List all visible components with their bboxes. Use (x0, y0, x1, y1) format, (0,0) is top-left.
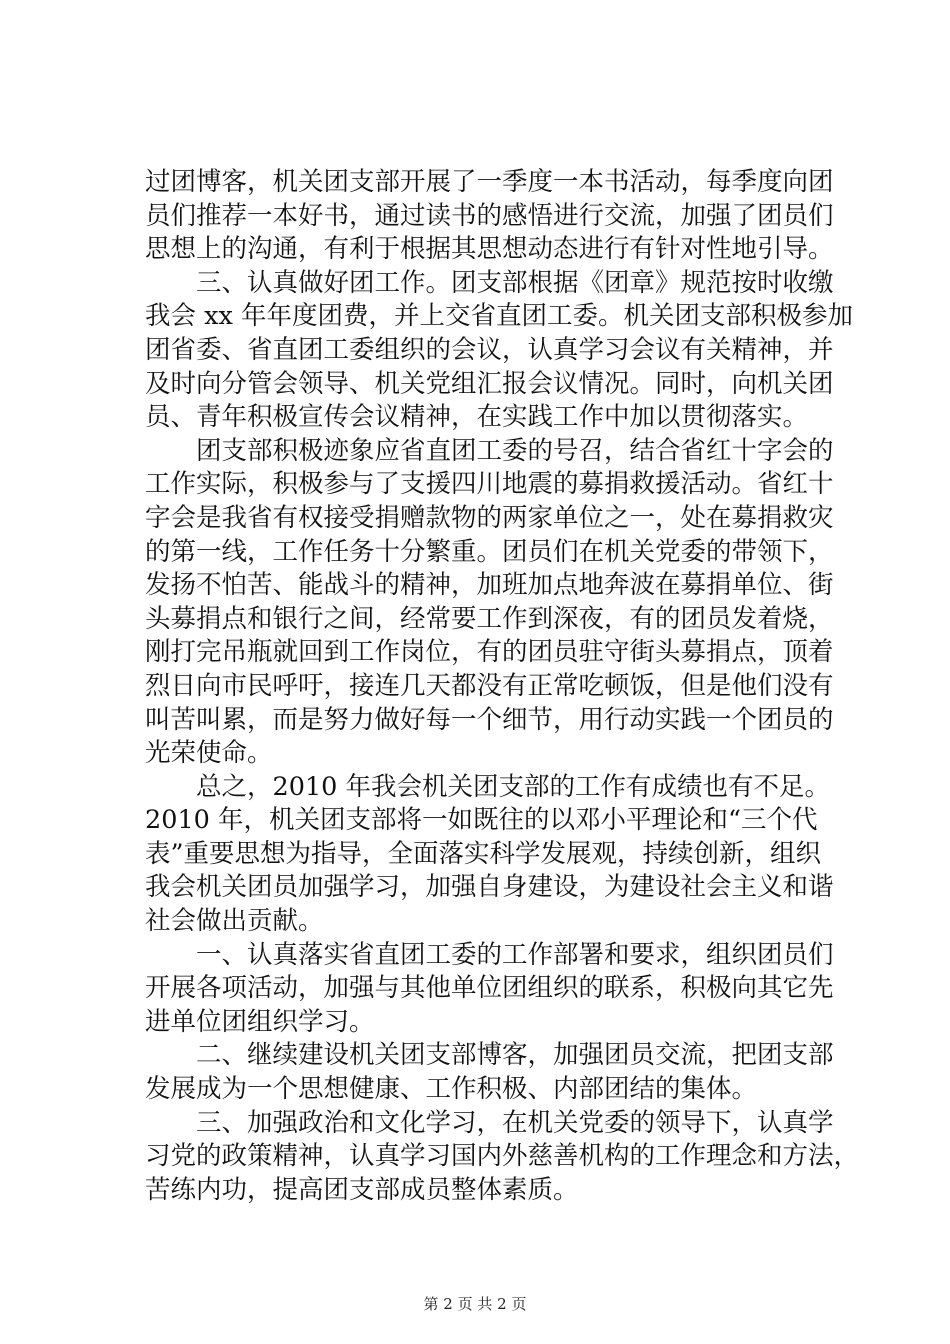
text-line: 表”重要思想为指导，全面落实科学发展观，持续创新，组织 (145, 838, 822, 869)
text-line: 刚打完吊瓶就回到工作岗位，有的团员驻守街头募捐点，顶着 (145, 637, 834, 668)
text-line: 过团博客，机关团支部开展了一季度一本书活动，每季度向团 (145, 167, 834, 197)
text-line: 工作实际，积极参与了支援四川地震的募捐救援活动。省红十 (145, 469, 834, 500)
text-line: 员们推荐一本好书，通过读书的感悟进行交流，加强了团员们 (145, 200, 834, 231)
text-line: 思想上的沟通，有利于根据其思想动态进行有针对性地引导。 (145, 234, 834, 265)
text-line: 烈日向市民呼吁，接连几天都没有正常吃顿饭，但是他们没有 (145, 670, 834, 701)
text-line: 及时向分管会领导、机关党组汇报会议情况。同时，向机关团 (145, 368, 834, 399)
text-line: 进单位团组织学习。 (145, 1006, 375, 1037)
text-line: 二、继续建设机关团支部博客，加强团员交流，把团支部 (145, 1040, 834, 1071)
text-line: 我会机关团员加强学习，加强自身建设，为建设社会主义和谐 (145, 872, 834, 903)
text-line: 发展成为一个思想健康、工作积极、内部团结的集体。 (145, 1074, 758, 1105)
text-line: 苦练内功，提高团支部成员整体素质。 (145, 1174, 579, 1205)
text-line: 三、加强政治和文化学习，在机关党委的领导下，认真学 (145, 1107, 834, 1138)
text-line: 发扬不怕苦、能战斗的精神，加班加点地奔波在募捐单位、街 (145, 570, 834, 601)
text-line: 我会 xx 年年度团费，并上交省直团工委。机关团支部积极参加 (145, 301, 853, 332)
text-line: 字会是我省有权接受捐赠款物的两家单位之一，处在募捐救灾 (145, 502, 834, 533)
text-line: 光荣使命。 (145, 738, 273, 769)
text-line: 习党的政策精神，认真学习国内外慈善机构的工作理念和方法， (145, 1141, 860, 1172)
text-line: 一、认真落实省直团工委的工作部署和要求，组织团员们 (145, 939, 834, 970)
text-line: 2010 年，机关团支部将一如既往的以邓小平理论和“三个代 (145, 805, 818, 836)
text-line: 团省委、省直团工委组织的会议，认真学习会议有关精神，并 (145, 334, 834, 365)
text-line: 开展各项活动，加强与其他单位团组织的联系，积极向其它先 (145, 973, 834, 1004)
text-line: 三、认真做好团工作。团支部根据《团章》规范按时收缴 (145, 267, 834, 298)
document-body (145, 166, 860, 1207)
page-number-footer: 第 2 页 共 2 页 (423, 1295, 527, 1313)
text-line: 叫苦叫累，而是努力做好每一个细节，用行动实践一个团员的 (145, 704, 834, 735)
text-line: 总之，2010 年我会机关团支部的工作有成绩也有不足。 (145, 771, 831, 802)
text-line: 员、青年积极宣传会议精神，在实践工作中加以贯彻落实。 (145, 402, 809, 433)
text-line: 头募捐点和银行之间，经常要工作到深夜，有的团员发着烧， (145, 603, 834, 634)
text-line: 团支部积极迹象应省直团工委的号召，结合省红十字会的 (145, 435, 834, 466)
text-line: 的第一线，工作任务十分繁重。团员们在机关党委的带领下， (145, 536, 834, 567)
text-line: 社会做出贡献。 (145, 906, 324, 937)
